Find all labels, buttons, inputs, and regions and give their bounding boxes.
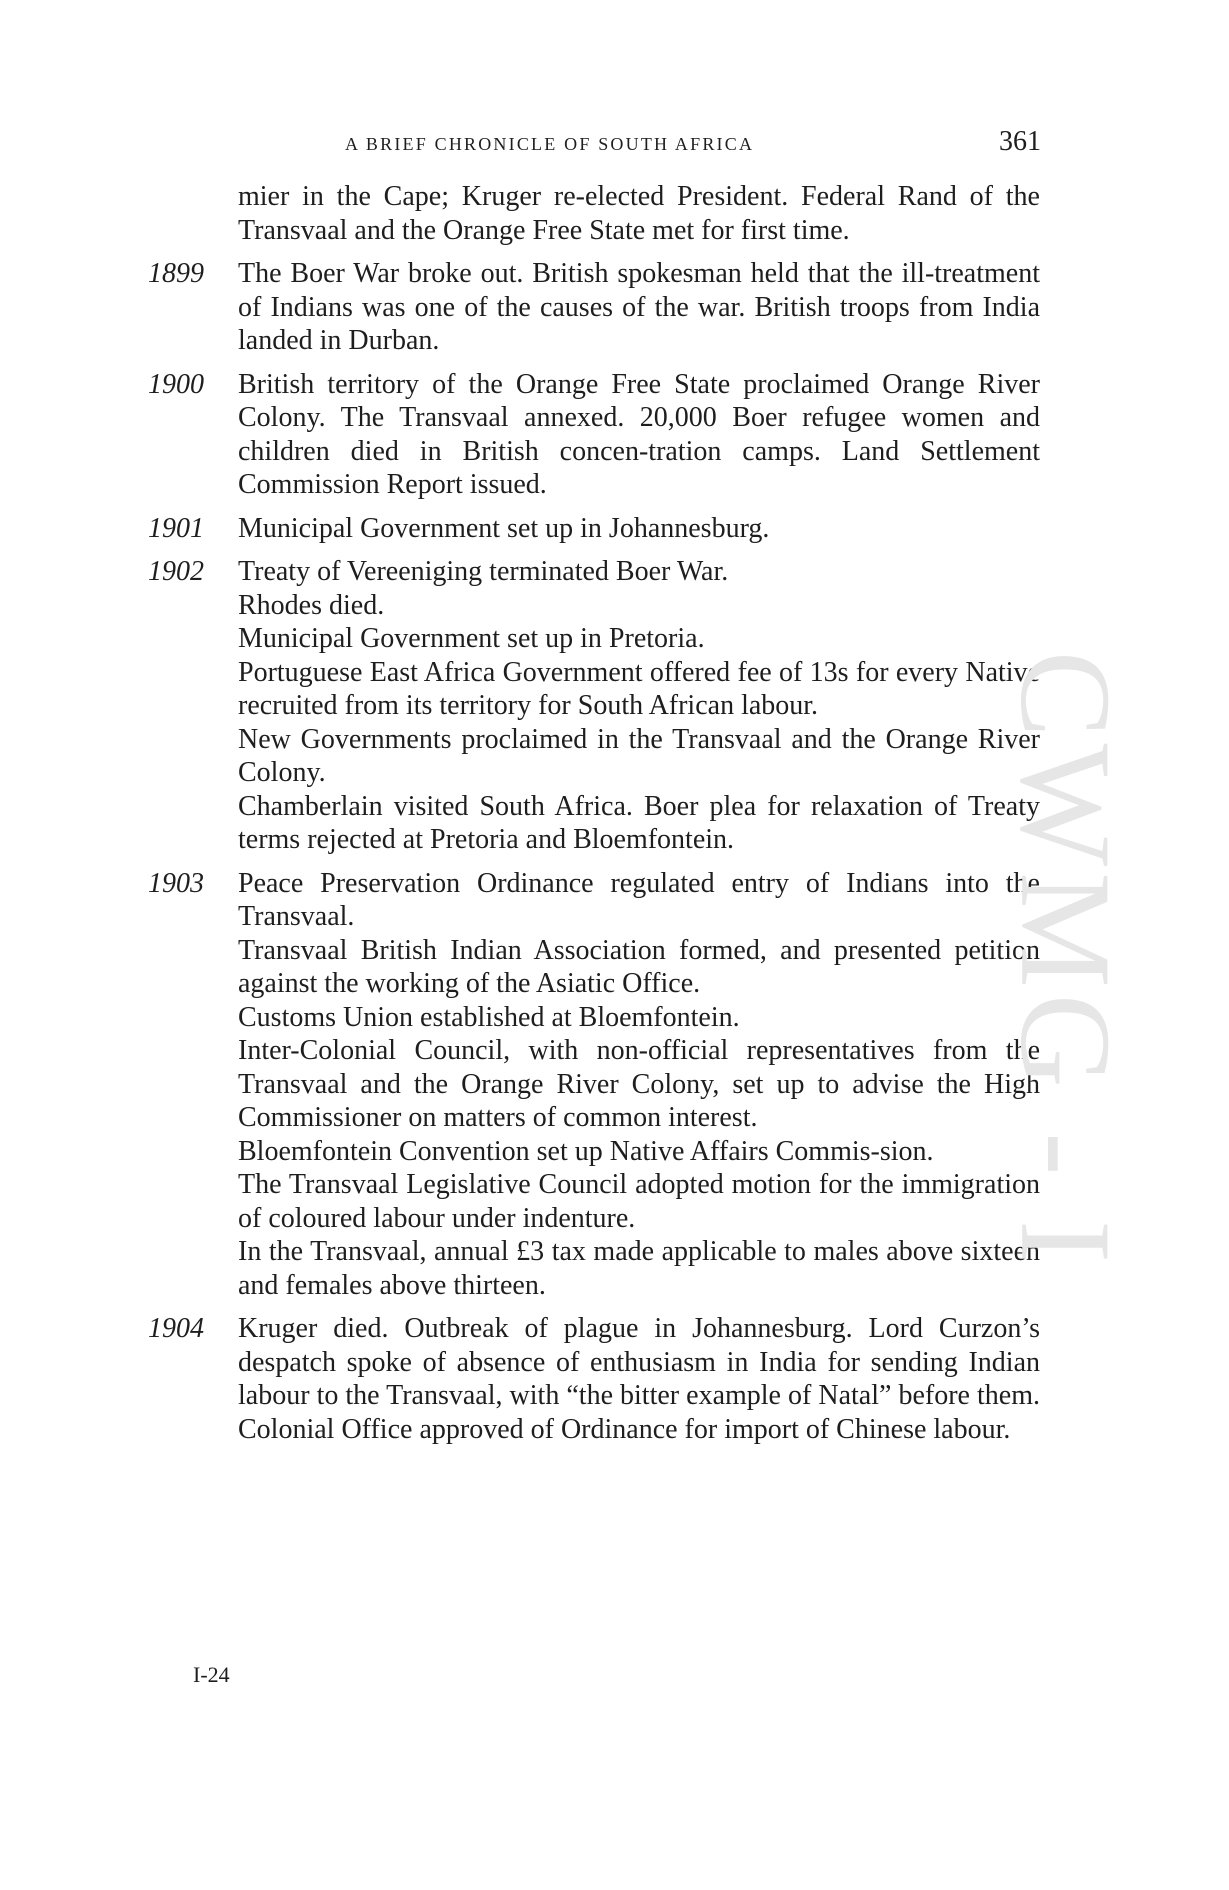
entry-paragraph: Transvaal British Indian Association formed, and presented petition against the working of the Asiatic Office.	[238, 934, 1040, 999]
entry-paragraph: The Transvaal Legislative Council adopted motion for the immigration of coloured labour under indenture.	[238, 1169, 1040, 1234]
year-label: 1902	[148, 556, 204, 587]
entry-1904	[148, 1312, 1040, 1446]
entry-paragraph: British territory of the Orange Free State proclaimed Orange River Colony. The Transvaal annexed. 20,000 Boer refugee women and children died in British concen-tration camps. Land Settlement Commission Report issued.	[238, 368, 1040, 500]
signature-mark: I-24	[193, 1662, 230, 1687]
entry-1900	[148, 368, 1040, 502]
entry-paragraphs	[238, 180, 1040, 247]
entry-paragraph: In the Transvaal, annual £3 tax made applicable to males above sixteen and females above thirteen.	[238, 1236, 1040, 1301]
entry-1899	[148, 257, 1040, 358]
entry-paragraph: Treaty of Vereeniging terminated Boer War.	[238, 556, 729, 587]
watermark	[993, 610, 1137, 1310]
entry-paragraphs	[238, 867, 1040, 1303]
continuation-entry	[148, 180, 1040, 247]
continuation-paragraph: mier in the Cape; Kruger re-elected President. Federal Rand of the Transvaal and the Orange Free State met for first time.	[238, 181, 1040, 246]
entry-paragraph: Chamberlain visited South Africa. Boer plea for relaxation of Treaty terms rejected at Pretoria and Bloemfontein.	[238, 790, 1040, 855]
running-title: A BRIEF CHRONICLE OF SOUTH AFRICA	[345, 134, 755, 154]
entry-paragraph: Rhodes died.	[238, 589, 385, 621]
entry-paragraph: Peace Preservation Ordinance regulated entry of Indians into the Transvaal.	[238, 867, 1040, 932]
entry-paragraph: Customs Union established at Bloemfontein.	[238, 1001, 740, 1033]
year-label: 1900	[148, 368, 204, 400]
year-label: 1904	[148, 1313, 204, 1344]
page-number: 361	[999, 126, 1041, 157]
year-label: 1903	[148, 867, 204, 899]
entry-paragraph: Inter-Colonial Council, with non-official representatives from the Transvaal and the Orange River Colony, set up to advise the High Commissioner on matters of common interest.	[238, 1035, 1040, 1133]
entry-1903	[148, 867, 1040, 1303]
entry-paragraph: Municipal Government set up in Johannesburg.	[238, 512, 770, 544]
entry-paragraphs	[238, 1312, 1040, 1446]
watermark-text: CWMG - I	[993, 650, 1137, 1270]
year-label-empty	[148, 180, 238, 247]
year-label: 1899	[148, 258, 204, 289]
entry-paragraphs	[238, 257, 1040, 358]
chronicle-body	[148, 180, 1040, 1456]
entry-paragraph: New Governments proclaimed in the Transvaal and the Orange River Colony.	[238, 723, 1040, 788]
entry-paragraph: Municipal Government set up in Pretoria.	[238, 623, 705, 654]
entry-paragraph: Portuguese East Africa Government offered fee of 13s for every Native recruited from its territory for South African labour.	[238, 656, 1040, 721]
entry-paragraph: Bloemfontein Convention set up Native Affairs Commis-sion.	[238, 1135, 934, 1167]
entry-paragraph: The Boer War broke out. British spokesman held that the ill-treatment of Indians was one of the causes of the war. British troops from India landed in Durban.	[238, 258, 1040, 356]
entry-1901	[148, 512, 1040, 546]
year-label: 1901	[148, 512, 204, 544]
entry-1902	[148, 555, 1040, 857]
entry-paragraphs	[238, 555, 1040, 857]
entry-paragraphs	[238, 512, 1040, 546]
entry-paragraph: Kruger died. Outbreak of plague in Johannesburg. Lord Curzon’s despatch spoke of absence of enthusiasm in India for sending Indian labour to the Transvaal, with “the bitter example of Natal” before them. Colonial Office approved of Ordinance for import of Chinese labour.	[238, 1313, 1040, 1445]
entry-paragraphs	[238, 368, 1040, 502]
